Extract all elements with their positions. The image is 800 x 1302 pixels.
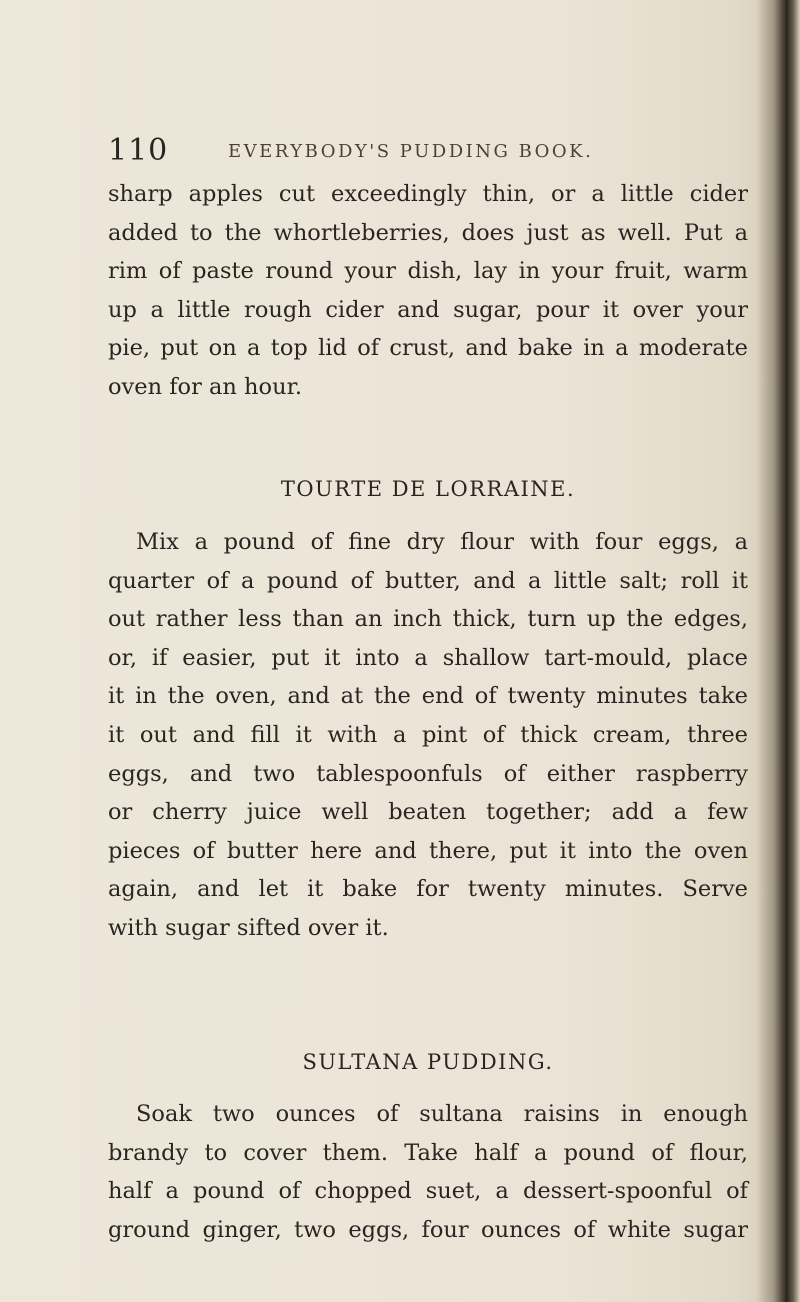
text-line: Mix a pound of fine dry flour with four eggs, a	[136, 529, 748, 555]
book-spine-shadow	[756, 0, 800, 1302]
page-header	[108, 133, 748, 167]
recipe-title-tourte-de-lorraine: TOURTE DE LORRAINE.	[280, 477, 576, 501]
page-number: 110	[108, 133, 169, 168]
text-line: half a pound of chopped suet, a dessert-spoonful of	[108, 1178, 748, 1205]
text-line: or, if easier, put it into a shallow tart-mould, place	[108, 644, 748, 671]
text-line: quarter of a pound of butter, and a little salt; roll it	[108, 567, 748, 594]
intro-paragraph	[108, 175, 748, 407]
running-title: EVERYBODY'S PUDDING BOOK.	[228, 141, 594, 162]
text-line: it in the oven, and at the end of twenty minutes take	[108, 683, 748, 710]
text-line: Soak two ounces of sultana raisins in enough	[136, 1101, 748, 1127]
recipe-body-tourte-de-lorraine	[108, 523, 748, 948]
text-line: again, and let it bake for twenty minutes. Serve	[108, 876, 748, 903]
text-line: brandy to cover them. Take half a pound of flour,	[108, 1139, 748, 1166]
text-line: pie, put on a top lid of crust, and bake in a moderate	[108, 335, 748, 362]
text-line: with sugar sifted over it.	[108, 914, 389, 941]
recipe-body-sultana-pudding	[108, 1095, 748, 1249]
text-line: rim of paste round your dish, lay in your fruit, warm	[108, 258, 748, 285]
text-line: sharp apples cut exceedingly thin, or a little cider	[108, 181, 748, 207]
text-line: oven for an hour.	[108, 373, 303, 400]
text-line: it out and fill it with a pint of thick cream, three	[108, 721, 748, 748]
text-line: out rather less than an inch thick, turn up the edges,	[108, 606, 748, 633]
text-line: eggs, and two tablespoonfuls of either raspberry	[108, 760, 748, 787]
text-line: up a little rough cider and sugar, pour it over your	[108, 296, 748, 323]
text-line: added to the whortleberries, does just as well. Put a	[108, 219, 748, 246]
text-line: ground ginger, two eggs, four ounces of white sugar	[108, 1216, 748, 1243]
recipe-title-sultana-pudding: SULTANA PUDDING.	[302, 1050, 554, 1074]
text-line: pieces of butter here and there, put it into the oven	[108, 837, 748, 864]
text-line: or cherry juice well beaten together; add a few	[108, 799, 748, 826]
